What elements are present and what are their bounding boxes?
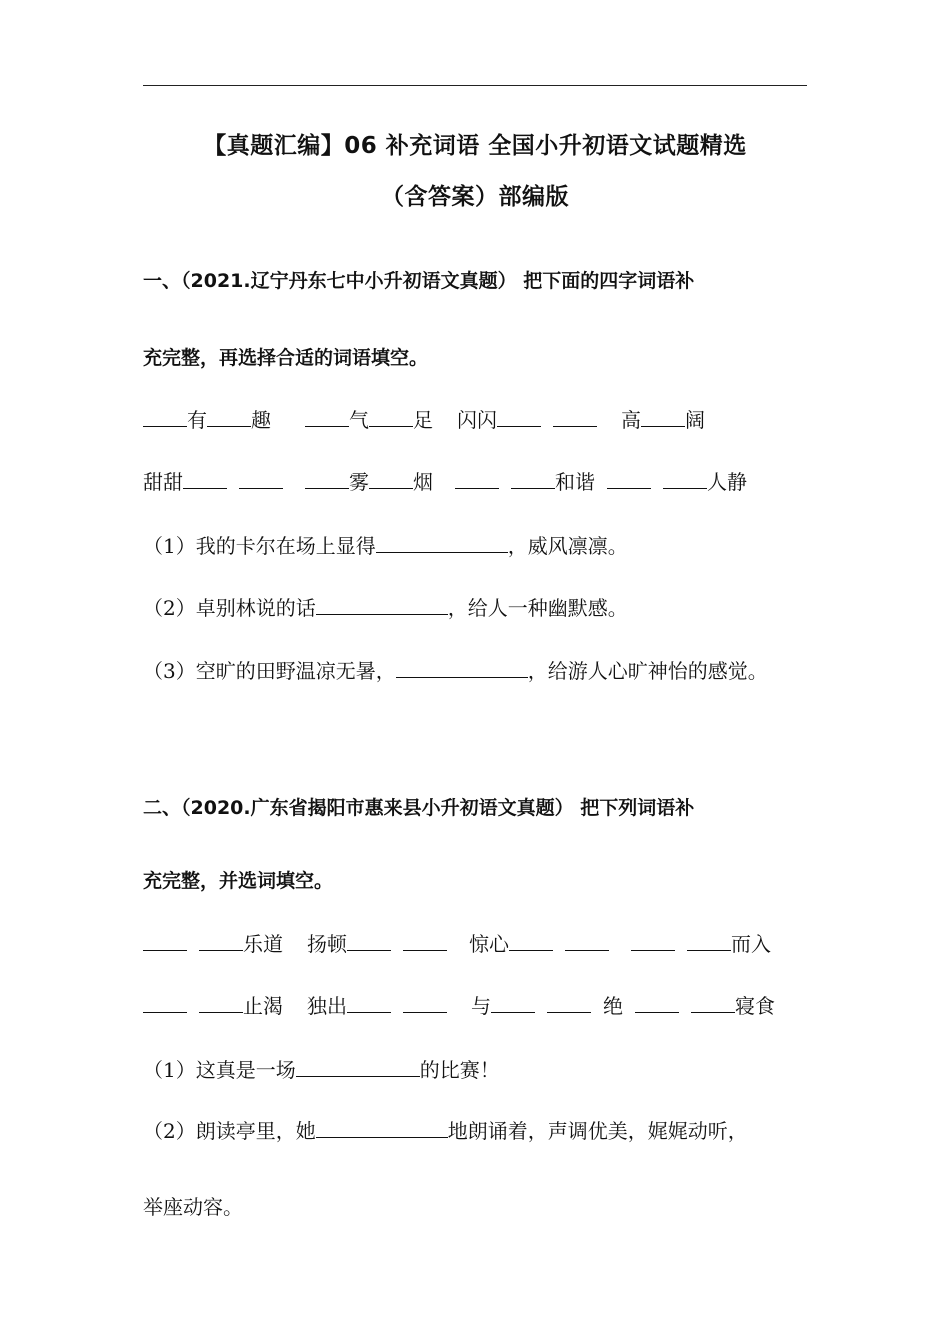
answer-blank[interactable] [547,994,591,1013]
word-char: 甜甜 [143,470,183,494]
answer-blank[interactable] [207,408,251,427]
answer-blank[interactable] [396,659,528,678]
word-char: 阔 [685,408,705,432]
question-text: 地朗诵着，声调优美，娓娓动听， [447,1119,748,1143]
section1-question-2 [143,592,628,621]
word-char: 趣 [251,408,271,432]
answer-blank[interactable] [607,470,651,489]
section2-word-row-2 [143,990,775,1019]
section1-heading: 一、（2021.辽宁丹东七中小升初语文真题） 把下面的四字词语补 [143,270,695,292]
section1-question-1 [143,530,628,559]
question-text: （2）朗读亭里，她 [143,1119,316,1143]
section2-question-1 [143,1054,500,1083]
answer-blank[interactable] [305,408,349,427]
page-title: 【真题汇编】06 补充词语 全国小升初语文试题精选 [203,133,747,159]
word-char: 寝食 [735,994,775,1018]
answer-blank[interactable] [143,408,187,427]
header-rule [143,85,807,86]
answer-blank[interactable] [553,408,597,427]
word-char: 绝 [603,994,623,1018]
section1-word-row-1 [143,404,705,433]
answer-blank[interactable] [565,932,609,951]
word-char: 而入 [731,932,771,956]
question-text: ，威风凛凛。 [507,534,628,558]
question-text: （2）卓别林说的话 [143,596,316,620]
answer-blank[interactable] [631,932,675,951]
question-text: （3）空旷的田野温凉无暑， [143,659,396,683]
word-char: 止渴 [243,994,283,1018]
word-char: 和谐 [555,470,595,494]
word-char: 足 [413,408,433,432]
section2-question-2 [143,1115,748,1144]
question-text: ，给人一种幽默感。 [447,596,628,620]
answer-blank[interactable] [239,470,283,489]
word-char: 惊心 [469,932,509,956]
section2-heading: 二、（2020.广东省揭阳市惠来县小升初语文真题） 把下列词语补 [143,797,695,819]
word-char: 乐道 [243,932,283,956]
section2-question-2-cont: 举座动容。 [143,1195,243,1219]
answer-blank[interactable] [199,994,243,1013]
answer-blank[interactable] [663,470,707,489]
answer-blank[interactable] [347,994,391,1013]
section1-word-row-2 [143,466,747,495]
word-char: 气 [349,408,369,432]
answer-blank[interactable] [369,470,413,489]
word-char: 雾 [349,470,369,494]
answer-blank[interactable] [296,1058,420,1077]
word-char: 烟 [413,470,433,494]
word-char: 高 [621,408,641,432]
answer-blank[interactable] [403,994,447,1013]
section1-heading-cont: 充完整，再选择合适的词语填空。 [143,347,429,369]
answer-blank[interactable] [509,932,553,951]
word-char: 人静 [707,470,747,494]
question-text: （1）我的卡尔在场上显得 [143,534,376,558]
answer-blank[interactable] [403,932,447,951]
section1-question-3 [143,655,768,684]
word-char: 与 [471,994,491,1018]
answer-blank[interactable] [143,932,187,951]
section2-heading-cont: 充完整，并选词填空。 [143,870,334,892]
answer-blank[interactable] [199,932,243,951]
answer-blank[interactable] [687,932,731,951]
answer-blank[interactable] [376,534,508,553]
answer-blank[interactable] [369,408,413,427]
answer-blank[interactable] [143,994,187,1013]
answer-blank[interactable] [347,932,391,951]
section2-word-row-1 [143,928,771,957]
question-text: ，给游人心旷神怡的感觉。 [527,659,768,683]
word-char: 独出 [307,994,347,1018]
answer-blank[interactable] [511,470,555,489]
answer-blank[interactable] [641,408,685,427]
question-text: （1）这真是一场 [143,1058,296,1082]
word-char: 闪闪 [457,408,497,432]
answer-blank[interactable] [316,596,448,615]
word-char: 有 [187,408,207,432]
answer-blank[interactable] [691,994,735,1013]
answer-blank[interactable] [455,470,499,489]
word-char: 扬顿 [307,932,347,956]
answer-blank[interactable] [316,1119,448,1138]
answer-blank[interactable] [635,994,679,1013]
answer-blank[interactable] [183,470,227,489]
question-text: 的比赛！ [419,1058,500,1082]
answer-blank[interactable] [497,408,541,427]
page-subtitle: （含答案）部编版 [381,184,569,210]
answer-blank[interactable] [491,994,535,1013]
answer-blank[interactable] [305,470,349,489]
